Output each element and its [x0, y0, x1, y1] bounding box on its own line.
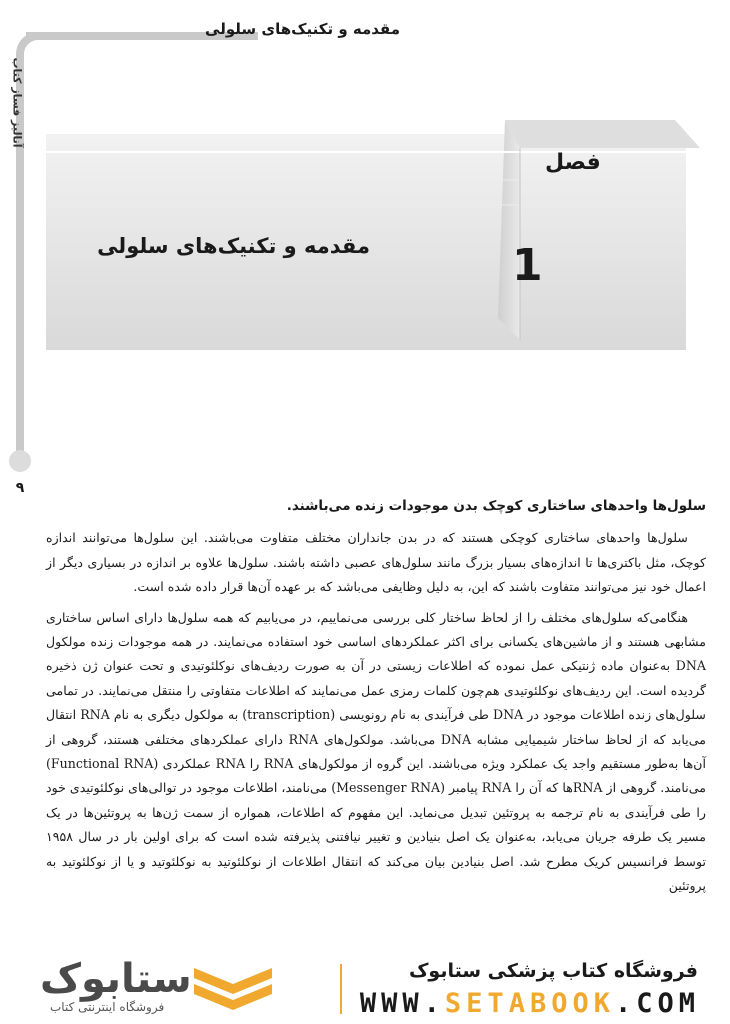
series-title: آنالیز فساز کتاب — [10, 57, 24, 148]
banner-tab-top — [505, 120, 700, 148]
body-text — [46, 494, 706, 905]
paragraph: سلول‌ها واحدهای ساختاری کوچکی هستند که در بدن جانداران مختلف متفاوت می‌باشند. این سلول‌ها می‌توانند اندازه کوچک، مثل باکتری‌ها تا اندازه‌های بسیار بزرگ مانند سلول‌های عصبی داشته باشند. سلول‌ها علاوه بر اندازه در بسیاری دیگر از اعمال خود نیز می‌توانند متفاوت باشند که این، به دلیل وظایفی می‌باشد که بر عهده آن‌ها قرار داده شده است. — [46, 530, 706, 595]
store-name: فروشگاه کتاب پزشکی ستابوک — [408, 960, 698, 982]
running-title: مقدمه و تکنیک‌های سلولی — [205, 20, 400, 38]
url-suffix: .COM — [614, 988, 700, 1019]
logo-wordmark: ستابوک — [40, 956, 192, 1002]
store-url[interactable] — [360, 988, 700, 1019]
chapter-title: مقدمه و تکنیک‌های سلولی — [97, 234, 370, 258]
url-brand: SETABOOK — [444, 988, 615, 1019]
chapter-label: فصل — [545, 150, 601, 175]
section-heading: سلول‌ها واحدهای ساختاری کوچک بدن موجودات زنده می‌باشند. — [286, 498, 706, 514]
logo-subtitle: فروشگاه اینترنتی کتاب — [50, 1000, 165, 1014]
url-prefix: WWW. — [359, 988, 445, 1019]
paragraph: هنگامی‌که سلول‌های مختلف را از لحاظ ساختار کلی بررسی می‌نماییم، در می‌یابیم که همه سلول‌ها دارای اساس ساختاری مشابهی هستند و از ماشین‌های یکسانی برای اکثر عملکردهای اساسی خود استفاده می‌نمایند. در همه موجودات زنده مولکول DNA به‌عنوان ماده ژنتیکی عمل نموده که اطلاعات زیستی در آن به صورت ردیف‌های نوکلئوتیدی و تحت عنوان ژن ذخیره گردیده است. این ردیف‌های نوکلئوتیدی هم‌چون کلمات رمزی عمل می‌نمایند که اطلاعات متفاوتی را منتقل می‌نمایند. در تمامی سلول‌های زنده اطلاعات موجود در DNA طی فرآیندی به نام رونویسی (transcription) به مولکول دیگری به نام RNA انتقال می‌یابد که از لحاظ ساختار شیمیایی مشابه DNA می‌باشد. مولکول‌های RNA دارای عملکردهای مختلفی هستند، گروهی از آن‌ها به‌طور مستقیم واجد یک عملکرد ویژه می‌باشند. این گروه از مولکول‌های RNA را RNA عملکردی (Functional RNA) می‌نامند. گروهی از RNAها که آن را RNA پیامبر (Messenger RNA) می‌نامند، اطلاعات موجود در توالی‌های نوکلئوتیدی خود را طی فرآیندی به نام ترجمه به پروتئین تبدیل می‌نماید. این مفهوم که اطلاعات، همواره از سمت ژن‌ها به پروتئین‌ها در یک مسیر یک طرفه جریان می‌یابد، به‌عنوان یک اصل بنیادین و تغییر نیافتنی پذیرفته شده است که برای اولین بار در سال ۱۹۵۸ توسط فرانسیس کریک مطرح شد. اصل بنیادین بیان می‌کند که انتقال اطلاعات از نوکلئوتید به نوکلئوتید و یا از نوکلئوتید به پروتئین — [45, 609, 707, 894]
chapter-banner — [0, 0, 730, 380]
logo-divider — [340, 964, 342, 1014]
page-marker-circle — [9, 450, 31, 472]
chapter-number: 1 — [512, 240, 543, 291]
chevron-logo-icon — [190, 962, 276, 1010]
page-number: ۹ — [15, 480, 25, 496]
